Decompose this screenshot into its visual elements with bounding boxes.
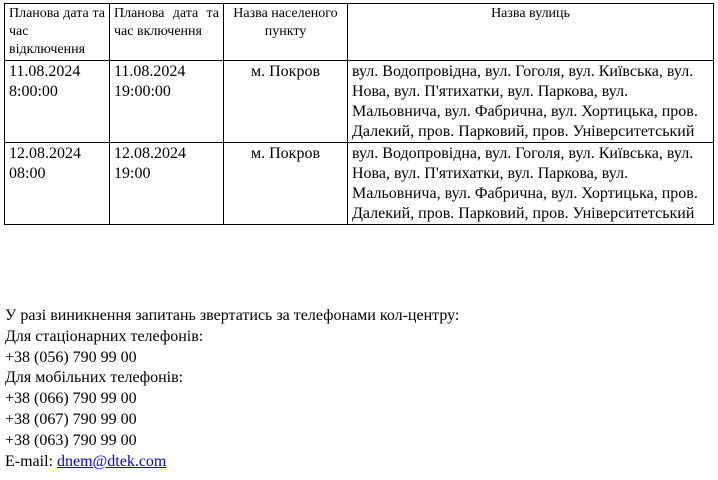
- on-datetime-cell: [110, 61, 224, 143]
- on-time: 19:00: [114, 165, 151, 182]
- off-date: 12.08.2024: [9, 145, 81, 162]
- contact-info: [5, 306, 459, 472]
- header-streets: Назва вулиць: [348, 4, 714, 61]
- email-label: E-mail:: [5, 452, 53, 470]
- landline-label: Для стаціонарних телефонів:: [5, 327, 204, 345]
- streets-cell: вул. Водопровідна, вул. Гоголя, вул. Київська, вул. Нова, вул. П'ятихатки, вул. Паркова, вул. Мальовнича, вул. Фабрична, вул. Хортицька, пров. Далекий, пров. Парковий, пров. Університетський: [348, 61, 714, 143]
- off-datetime-cell: [5, 61, 110, 143]
- off-datetime-cell: [5, 143, 110, 225]
- email-link[interactable]: dnem@dtek.com: [56, 452, 167, 470]
- table-header-row: [5, 4, 714, 61]
- settlement-cell: м. Покров: [224, 143, 348, 225]
- outage-schedule-table: [4, 3, 714, 225]
- streets-cell: вул. Водопровідна, вул. Гоголя, вул. Київська, вул. Нова, вул. П'ятихатки, вул. Паркова, вул. Мальовнича, вул. Фабрична, вул. Хортицька, пров. Далекий, пров. Парковий, пров. Університетський: [348, 143, 714, 225]
- table-row: [5, 143, 714, 225]
- table-row: [5, 61, 714, 143]
- off-time: 8:00:00: [9, 83, 58, 100]
- off-date: 11.08.2024: [9, 63, 81, 80]
- landline-phone: +38 (056) 790 99 00: [5, 348, 137, 366]
- mobile-phone: +38 (063) 790 99 00: [5, 431, 137, 449]
- off-time: 08:00: [9, 165, 46, 182]
- mobile-label: Для мобільних телефонів:: [5, 369, 184, 387]
- header-off-datetime: Планова дата та час відключення: [5, 4, 110, 61]
- settlement-cell: м. Покров: [224, 61, 348, 143]
- on-datetime-cell: [110, 143, 224, 225]
- contact-intro: У разі виникнення запитань звертатись за телефонами кол-центру:: [5, 307, 460, 324]
- mobile-phone: +38 (066) 790 99 00: [5, 390, 137, 408]
- header-on-datetime: Планова дата та час включення: [110, 4, 224, 61]
- on-time: 19:00:00: [114, 83, 171, 100]
- on-date: 12.08.2024: [114, 145, 186, 162]
- header-settlement: Назва населеного пункту: [224, 4, 348, 61]
- on-date: 11.08.2024: [114, 63, 186, 80]
- mobile-phone: +38 (067) 790 99 00: [5, 410, 137, 428]
- email-line: [5, 452, 459, 473]
